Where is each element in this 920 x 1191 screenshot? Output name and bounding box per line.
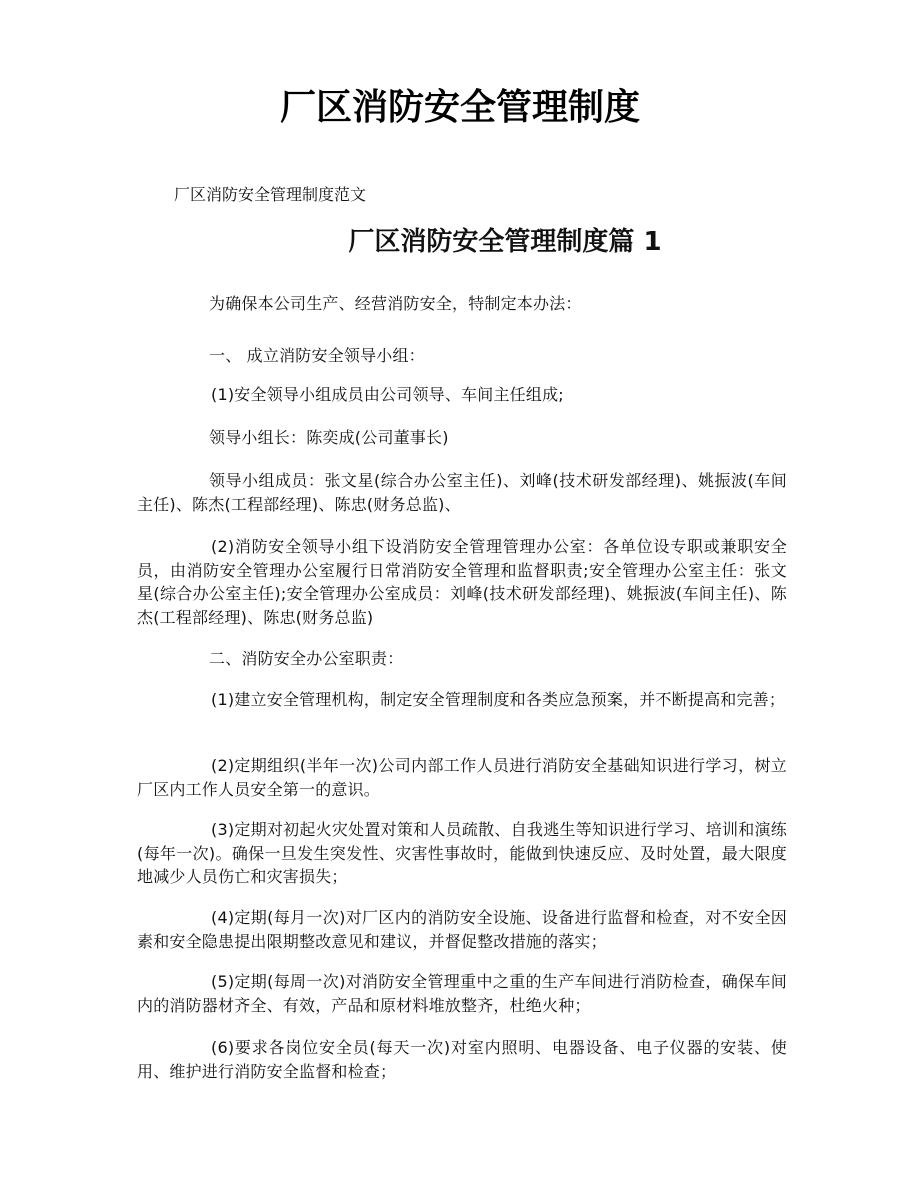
paragraph-2-2: (2)定期组织(半年一次)公司内部工作人员进行消防安全基础知识进行学习，树立厂区内工作人员安全第一的意识。 <box>137 756 787 799</box>
paragraph-2-6: (6)要求各岗位安全员(每天一次)对室内照明、电器设备、电子仪器的安装、使用、维护进行消防安全监督和检查； <box>137 1038 787 1081</box>
section-title: 厂区消防安全管理制度篇 1 <box>348 227 662 257</box>
paragraph-1-2: (2)消防安全领导小组下设消防安全管理管理办公室：各单位设专职或兼职安全员，由消防安全管理办公室履行日常消防安全管理和监督职责;安全管理办公室主任：张文星(综合办公室主任);安全管理办公室成员：刘峰(技术研发部经理)、姚振波(车间主任)、陈杰(工程部经理)、陈忠(财务总监) <box>137 537 787 627</box>
paragraph-2-1: (1)建立安全管理机构，制定安全管理制度和各类应急预案，并不断提高和完善； <box>211 690 786 709</box>
paragraph-members: 领导小组成员：张文星(综合办公室主任)、刘峰(技术研发部经理)、姚振波(车间主任)、陈杰(工程部经理)、陈忠(财务总监)、 <box>137 471 787 514</box>
heading-item-1: 一、 成立消防安全领导小组： <box>209 346 425 365</box>
paragraph-2-3: (3)定期对初起火灾处置对策和人员疏散、自我逃生等知识进行学习、培训和演练(每年一次)。确保一旦发生突发性、灾害性事故时，能做到快速反应、及时处置，最大限度地减少人员伤亡和灾害损失； <box>137 820 787 886</box>
paragraph-2-4: (4)定期(每月一次)对厂区内的消防安全设施、设备进行监督和检查，对不安全因素和安全隐患提出限期整改意见和建议，并督促整改措施的落实； <box>137 908 787 951</box>
paragraph-2-5: (5)定期(每周一次)对消防安全管理重中之重的生产车间进行消防检查，确保车间内的消防器材齐全、有效，产品和原材料堆放整齐，杜绝火种； <box>137 972 787 1015</box>
heading-item-2: 二、消防安全办公室职责： <box>209 649 404 668</box>
paragraph-leader: 领导小组长：陈奕成(公司董事长) <box>209 428 449 447</box>
paragraph-1-1: (1)安全领导小组成员由公司领导、车间主任组成; <box>211 385 564 404</box>
paragraph-intro: 为确保本公司生产、经营消防安全，特制定本办法： <box>209 294 582 313</box>
document-subtitle: 厂区消防安全管理制度范文 <box>174 185 367 204</box>
document-title: 厂区消防安全管理制度 <box>279 87 640 128</box>
